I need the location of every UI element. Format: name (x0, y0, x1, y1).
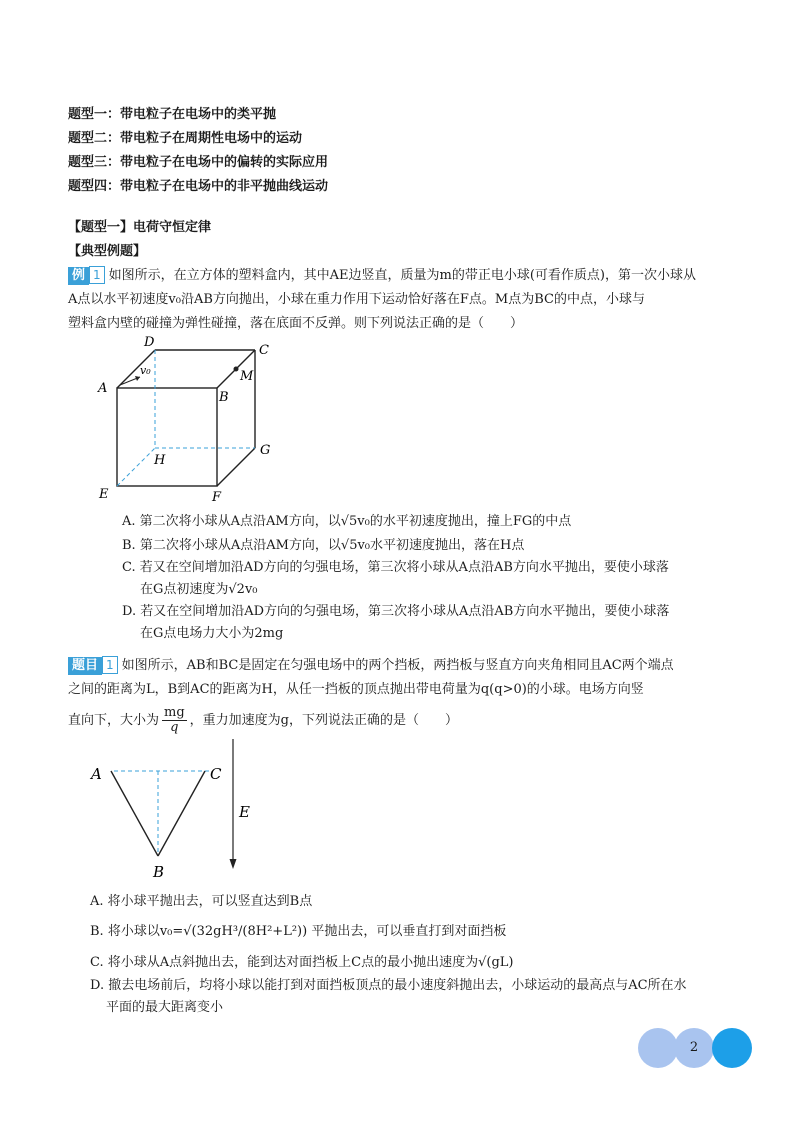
example-1-line-1: 如图所示，在立方体的塑料盒内，其中AE边竖直，质量为m的带正电小球(可看作质点)，第一次小球从 (108, 268, 697, 283)
fraction-mg-over-q (162, 706, 187, 735)
fraction-numerator: mg (164, 705, 185, 720)
problem-1-line-3-start: 直向下，大小为 (68, 712, 160, 728)
problem-1-line-3-end: ，重力加速度为g，下列说法正确的是（ ） (189, 712, 458, 728)
example-1-option-b: B. 第二次将小球从A点沿AM方向，以√5v₀水平初速度抛出，落在H点 (122, 538, 525, 553)
subsection-title: 【典型例题】 (68, 244, 147, 259)
fraction-denominator: q (170, 720, 179, 735)
section-title: 【题型一】电荷守恒定律 (68, 220, 212, 235)
label-G: G (260, 443, 271, 458)
cube-figure (90, 330, 290, 505)
label-F: F (212, 490, 222, 505)
toc-item-4: 题型四：带电粒子在电场中的非平抛曲线运动 (68, 179, 329, 194)
toc-item-2: 题型二：带电粒子在周期性电场中的运动 (68, 131, 303, 146)
page-circle-left (638, 1028, 678, 1068)
example-1-stem (68, 264, 748, 336)
label-H: H (154, 453, 166, 468)
label-D: D (144, 335, 155, 350)
example-1-option-c: C. 若又在空间增加沿AD方向的匀强电场，第三次将小球从A点沿AB方向水平抛出，要使小球落 (122, 560, 669, 575)
problem-1-option-d: D. 撤去电场前后，均将小球以能打到对面挡板顶点的最小速度斜抛出去，小球运动的最高点与AC所在水 (90, 978, 687, 993)
toc-item-1: 题型一：带电粒子在电场中的类平抛 (68, 107, 277, 122)
example-tag: 例 (68, 267, 89, 285)
label-C: C (210, 765, 222, 783)
label-E: E (99, 487, 109, 502)
label-A: A (91, 765, 102, 783)
label-C: C (259, 343, 269, 358)
problem-1-option-d-cont: 平面的最大距离变小 (106, 1000, 224, 1015)
problem-1-line-3 (68, 706, 758, 735)
example-1-option-d: D. 若又在空间增加沿AD方向的匀强电场，第三次将小球从A点沿AB方向水平抛出，要使小球落 (122, 604, 670, 619)
example-1-option-c-cont: 在G点初速度为√2v₀ (140, 582, 258, 597)
example-1-option-d-cont: 在G点电场力大小为2mg (140, 626, 284, 641)
label-M: M (240, 369, 254, 384)
problem-1-option-a: A. 将小球平抛出去，可以竖直达到B点 (90, 894, 313, 909)
example-1-option-a: A. 第二次将小球从A点沿AM方向，以√5v₀的水平初速度抛出，撞上FG的中点 (122, 514, 572, 529)
problem-1-option-c: C. 将小球从A点斜抛出去，能到达对面挡板上C点的最小抛出速度为√(gL) (90, 955, 514, 970)
problem-tag: 题目 (68, 657, 102, 675)
label-E: E (239, 803, 250, 821)
triangle-figure (85, 735, 275, 885)
toc-item-3: 题型三：带电粒子在电场中的偏转的实际应用 (68, 155, 329, 170)
example-number: 1 (89, 266, 105, 284)
example-1-line-3: 塑料盒内壁的碰撞为弹性碰撞，落在底面不反弹。则下列说法正确的是（ ） (68, 316, 524, 331)
label-B: B (219, 390, 229, 405)
problem-1-option-b: B. 将小球以v₀=√(32gH³/(8H²+L²)) 平抛出去，可以垂直打到对面挡板 (90, 924, 507, 939)
problem-1-line-1: 如图所示，AB和BC是固定在匀强电场中的两个挡板，两挡板与竖直方向夹角相同且AC两个端点 (121, 658, 674, 673)
problem-1-stem (68, 654, 758, 735)
label-B: B (153, 863, 165, 881)
label-v0: v₀ (140, 364, 151, 377)
page-number: 2 (674, 1028, 714, 1068)
problem-1-line-2: 之间的距离为L，B到AC的距离为H，从任一挡板的顶点抛出带电荷量为q(q>0)的小球。电场方向竖 (68, 682, 644, 697)
example-1-line-2: A点以水平初速度v₀沿AB方向抛出，小球在重力作用下运动恰好落在F点。M点为BC的中点，小球与 (68, 292, 645, 307)
page-circle-right (712, 1028, 752, 1068)
problem-number: 1 (102, 656, 118, 674)
label-A: A (98, 381, 108, 396)
